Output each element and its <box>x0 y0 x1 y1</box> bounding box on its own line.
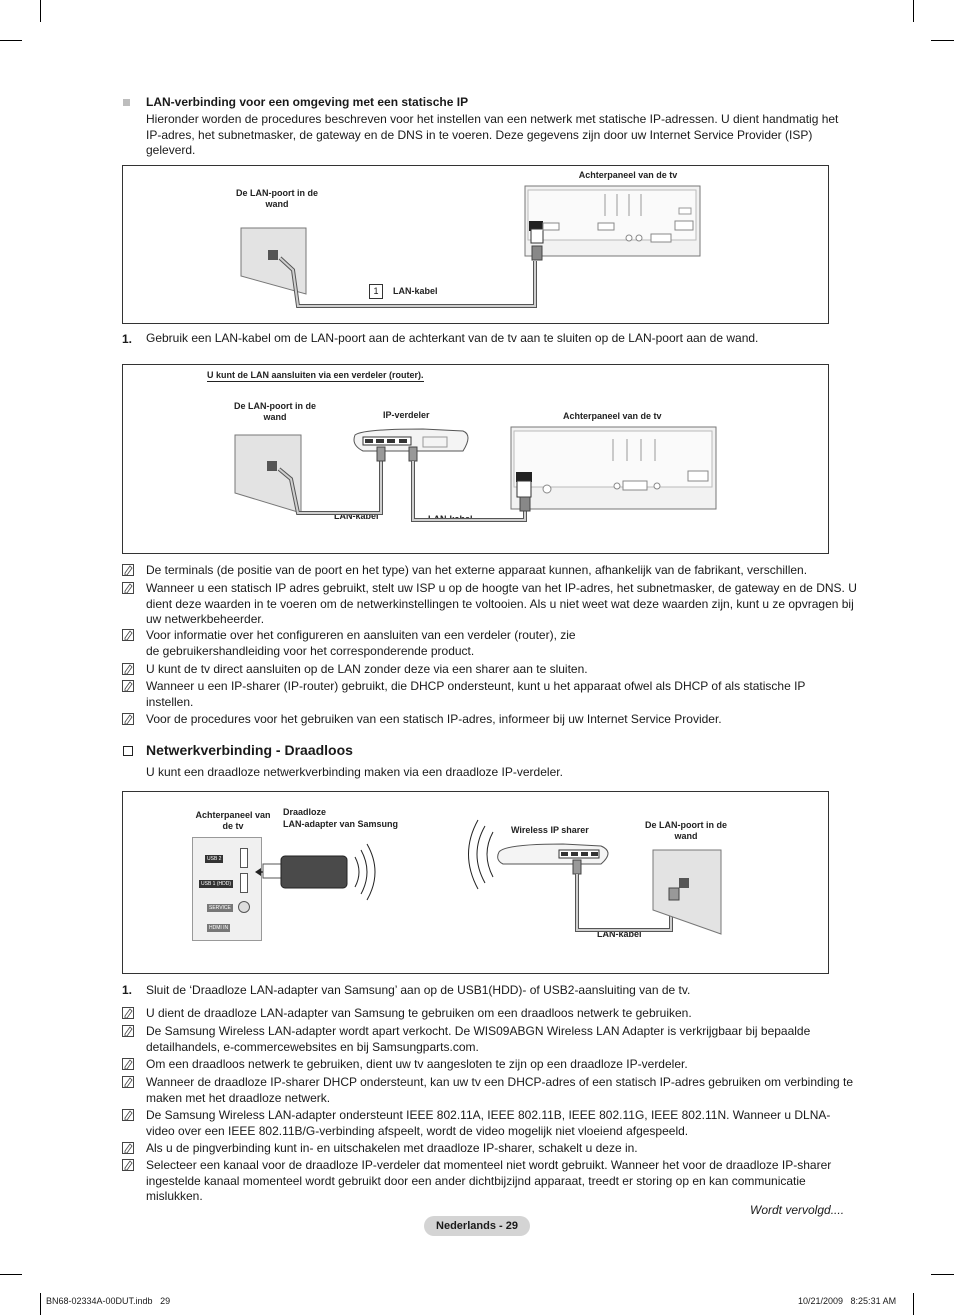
note-icon <box>122 713 134 725</box>
cable-label: LAN-kabel <box>393 286 438 296</box>
step-number: 1. <box>122 983 133 997</box>
wall-port-label: De LAN-poort in de wand <box>236 188 318 209</box>
diagram1-illustration <box>123 166 828 323</box>
note-icon <box>122 1159 134 1171</box>
note-icon <box>122 1076 134 1088</box>
note-icon <box>122 1025 134 1037</box>
cable-label: LAN-kabel <box>597 929 642 939</box>
note-icon <box>122 663 134 675</box>
port-usb1-label: USB 1 (HDD) <box>201 881 232 887</box>
cable-label-2: LAN-kabel <box>428 514 473 524</box>
diagram-header: U kunt de LAN aansluiten via een verdeler (router). <box>207 370 424 380</box>
diagram3-illustration <box>123 792 828 973</box>
adapter-label: LAN-adapter van Samsung <box>283 819 399 829</box>
bullet-square-icon <box>123 99 130 106</box>
tv-panel-label: Achterpaneel van de tv <box>578 170 678 180</box>
port-usb2-label: USB 2 <box>207 856 222 862</box>
note-icon <box>122 1007 134 1019</box>
tv-panel-label: Achterpaneel van de tv <box>563 411 662 421</box>
section-heading: LAN-verbinding voor een omgeving met een statische IP <box>146 95 469 109</box>
note-icon <box>122 1058 134 1070</box>
adapter-label: Draadloze <box>283 807 327 817</box>
step-text: Sluit de ‘Draadloze LAN-adapter van Samsung’ aan op de USB1(HDD)- of USB2-aansluiting van de tv. <box>146 983 691 997</box>
note-icon <box>122 582 134 594</box>
step-text: Gebruik een LAN-kabel om de LAN-poort aan de achterkant van de tv aan te sluiten op de LAN-poort aan de wand. <box>146 331 759 345</box>
port-hdmi-label: HDMI IN <box>209 925 229 931</box>
file-info: BN68-02334A-00DUT.indb 29 <box>46 1296 171 1306</box>
port-service-label: SERVICE <box>209 905 231 911</box>
step-number: 1. <box>122 332 133 346</box>
checkbox-bullet-icon <box>123 746 133 756</box>
wall-port-label: De LAN-poort in de wand <box>645 820 727 841</box>
section-intro: U kunt een draadloze netwerkverbinding maken via een draadloze IP-verdeler. <box>146 765 563 779</box>
page-badge: Nederlands - 29 <box>424 1216 530 1236</box>
note-icon <box>122 1142 134 1154</box>
cable-label-1: LAN-kabel <box>334 511 379 521</box>
wall-port-label: De LAN-poort in de wand <box>234 401 316 422</box>
tv-panel-label: Achterpaneel van de tv <box>195 810 271 831</box>
diagram-lan-direct <box>122 165 829 324</box>
print-date: 10/21/2009 8:25:31 AM <box>798 1296 897 1306</box>
splitter-label: IP-verdeler <box>383 410 430 420</box>
note-icon <box>122 1109 134 1121</box>
note-icon <box>122 680 134 692</box>
cable-number-box: 1 <box>369 284 383 299</box>
diagram-lan-router <box>122 364 829 554</box>
sharer-label: Wireless IP sharer <box>511 825 589 835</box>
continued-text: Wordt vervolgd.... <box>750 1203 845 1217</box>
note-icon <box>122 629 134 641</box>
section-title: Netwerkverbinding - Draadloos <box>146 742 353 758</box>
section-intro: Hieronder worden de procedures beschreven voor het instellen van een netwerk met statische IP-adressen. U dient handmatig het IP-adres, het subnetmasker, de gateway en de DNS in te voeren. Deze gegevens zijn door uw Internet Service Provider (ISP) geleverd. <box>146 112 839 157</box>
note-icon <box>122 564 134 576</box>
diagram-wireless <box>122 791 829 974</box>
diagram2-illustration <box>123 365 828 553</box>
